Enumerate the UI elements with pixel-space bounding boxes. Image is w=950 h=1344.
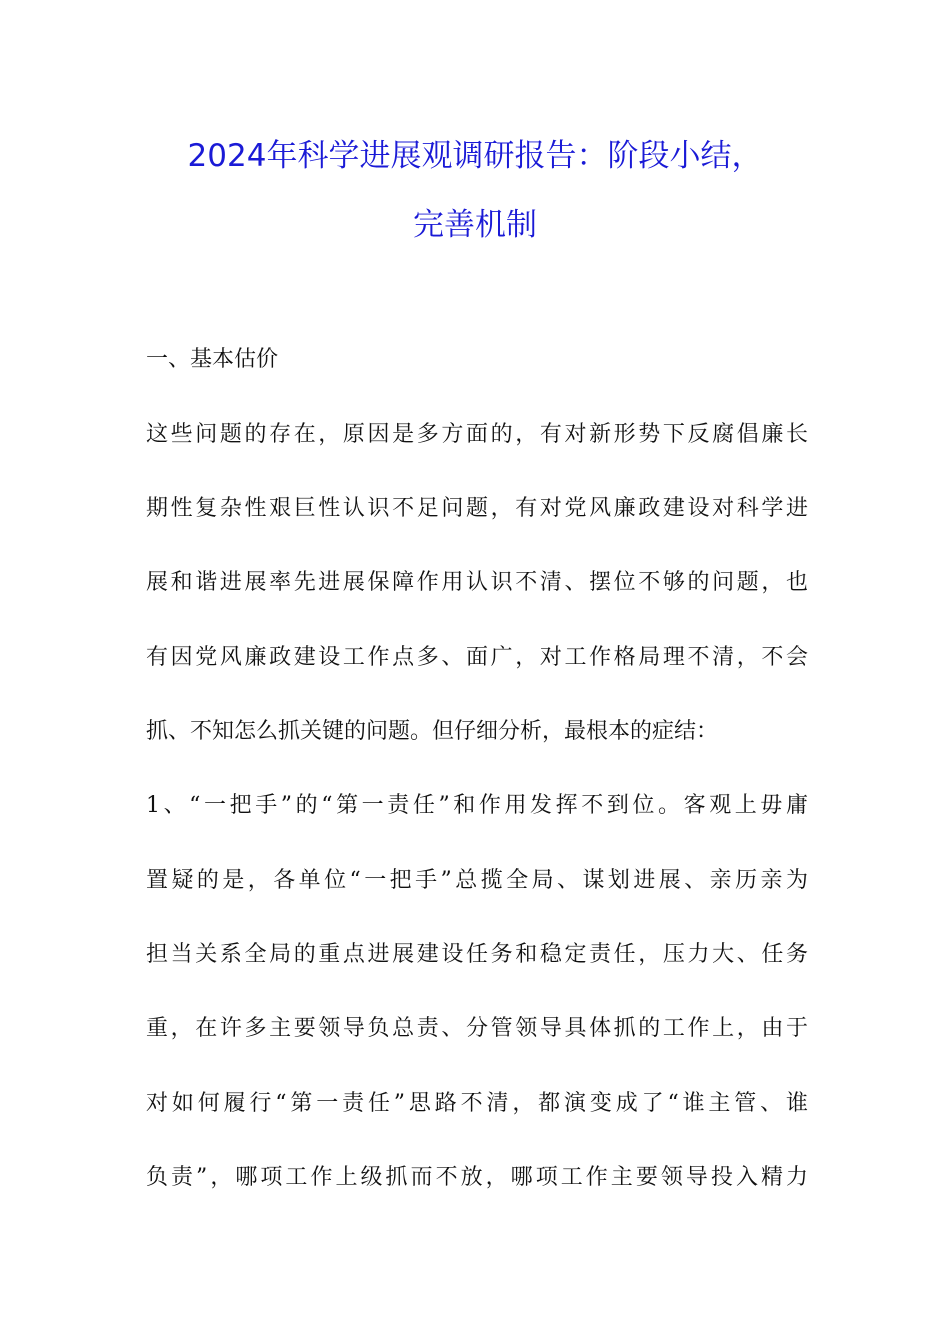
paragraph-1-line-3: 展和谐进展率先进展保障作用认识不清、摆位不够的问题，也 bbox=[146, 570, 808, 595]
paragraph-1-line-4: 有因党风廉政建设工作点多、面广，对工作格局理不清，不会 bbox=[146, 645, 808, 670]
section-heading: 一、基本估价 bbox=[146, 347, 279, 372]
paragraph-2-line-3: 担当关系全局的重点进展建设任务和稳定责任，压力大、任务 bbox=[146, 942, 808, 967]
paragraph-2-line-5: 对如何履行“第一责任”思路不清，都演变成了“谁主管、谁 bbox=[146, 1091, 808, 1116]
paragraph-1-line-5: 抓、不知怎么抓关键的问题。但仔细分析，最根本的症结： bbox=[146, 719, 719, 744]
paragraph-2-line-4: 重，在许多主要领导负总责、分管领导具体抓的工作上，由于 bbox=[146, 1016, 808, 1041]
document-title-line-2: 完善机制 bbox=[413, 207, 537, 243]
paragraph-2-line-1: 1、“一把手”的“第一责任”和作用发挥不到位。客观上毋庸 bbox=[146, 793, 808, 818]
document-title-line-1: 2024年科学进展观调研报告：阶段小结， bbox=[187, 138, 763, 174]
paragraph-1-line-1: 这些问题的存在，原因是多方面的，有对新形势下反腐倡廉长 bbox=[146, 422, 808, 447]
paragraph-2-line-2: 置疑的是，各单位“一把手”总揽全局、谋划进展、亲历亲为 bbox=[146, 868, 808, 893]
paragraph-1-line-2: 期性复杂性艰巨性认识不足问题，有对党风廉政建设对科学进 bbox=[146, 496, 808, 521]
paragraph-2-line-6: 负责”，哪项工作上级抓而不放，哪项工作主要领导投入精力 bbox=[146, 1165, 808, 1190]
